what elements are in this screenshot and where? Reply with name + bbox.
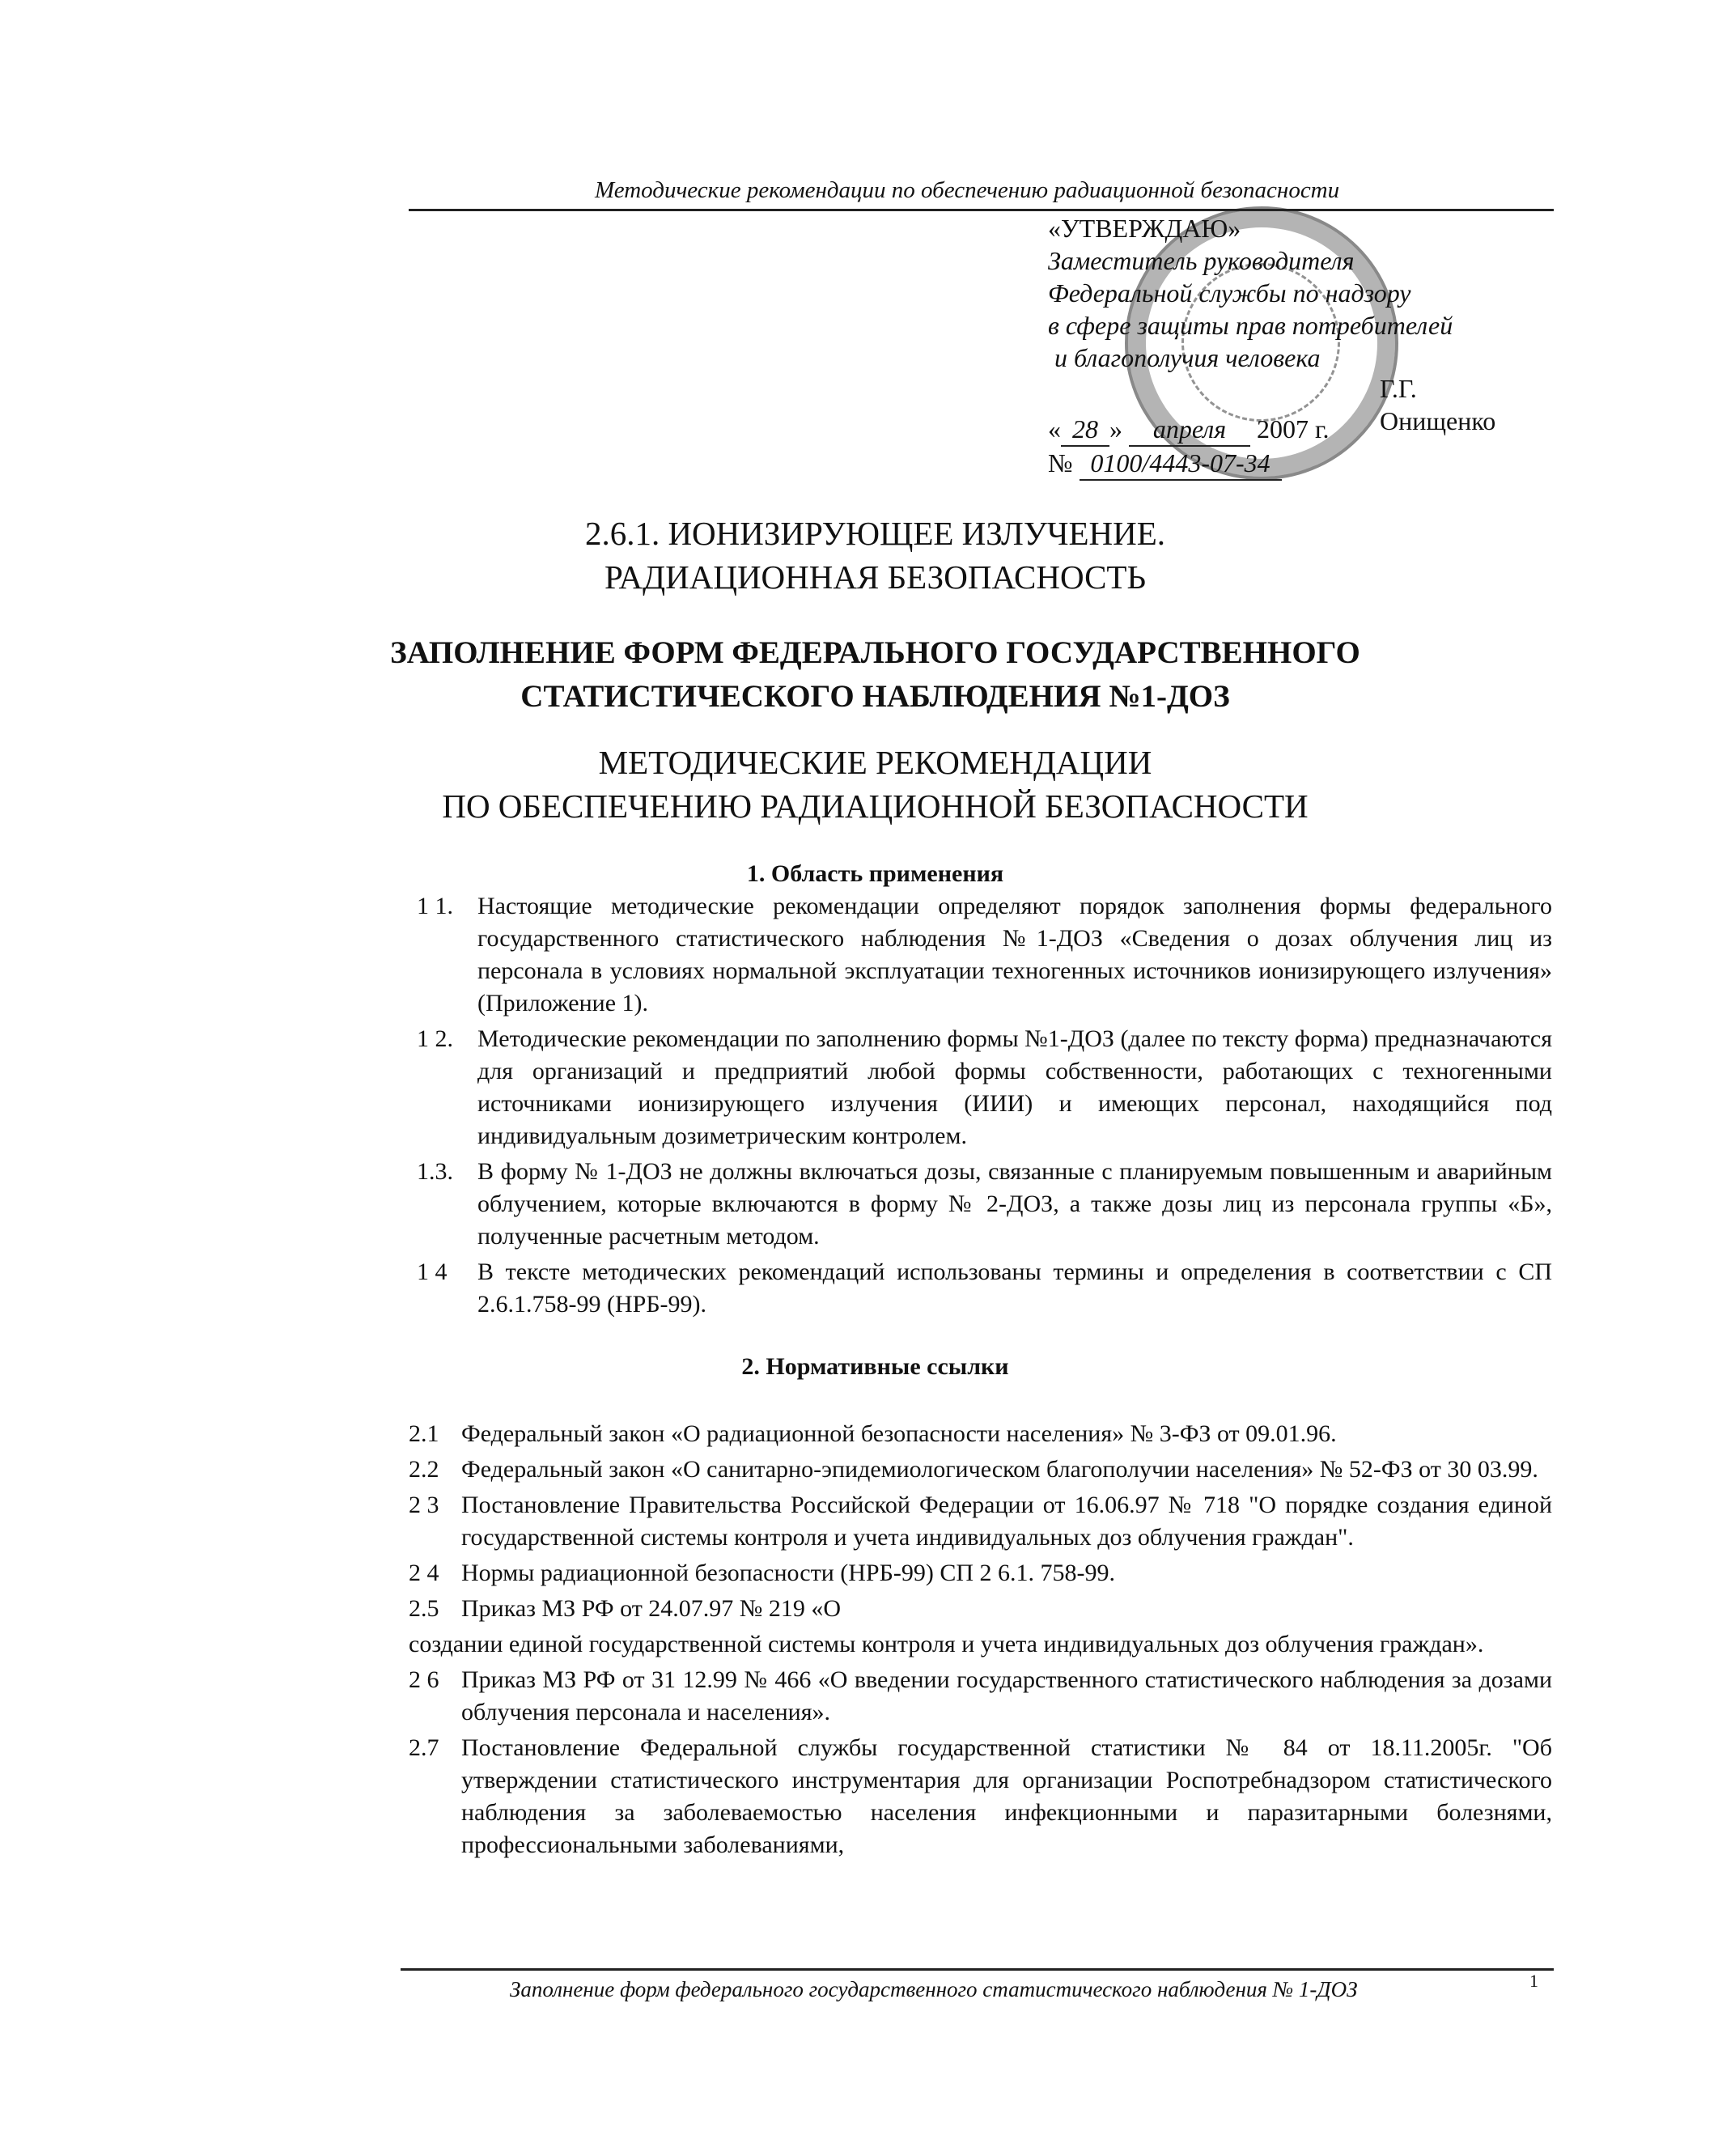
footer-text: Заполнение форм федерального государственного статистического наблюдения № 1-ДОЗ [510, 1977, 1358, 2001]
item-text: создании единой государственной системы контроля и учета индивидуальных доз облучения граждан». [409, 1631, 1484, 1657]
section2-item [409, 1557, 1552, 1589]
section1-item [417, 890, 1552, 1020]
date-year: 2007 г. [1257, 414, 1330, 444]
item-text: Приказ МЗ РФ от 31 12.99 № 466 «О введении государственного статистического наблюдения за дозами облучения персонала и населения». [461, 1666, 1552, 1725]
approval-line-4: в сфере защиты прав потребителей [1048, 311, 1453, 340]
item-text: Приказ МЗ РФ от 24.07.97 № 219 «О [461, 1595, 842, 1622]
approval-line-1: «УТВЕРЖДАЮ» [1048, 214, 1241, 243]
item-text: В тексте методических рекомендаций использованы термины и определения в соответствии с СП 2.6.1.758-99 (НРБ-99). [477, 1258, 1552, 1318]
approval-line-5: и благополучия человека [1054, 343, 1321, 372]
item-number: 2.7 [409, 1734, 439, 1761]
approval-signer: Г.Г. Онищенко [1380, 374, 1496, 435]
item-number: 1 4 [417, 1258, 448, 1285]
item-number: 2 3 [409, 1492, 439, 1518]
number-prefix: № [1048, 448, 1073, 477]
section2-item [409, 1454, 1552, 1486]
doc-main-title [0, 631, 1718, 719]
date-mid: » [1109, 414, 1122, 444]
page-number: 1 [1529, 1971, 1538, 1991]
section1-item [417, 1256, 1552, 1321]
section2-heading: 2. Нормативные ссылки [741, 1353, 1009, 1380]
number-value: 0100/4443-07-34 [1080, 447, 1282, 481]
item-text: Федеральный закон «О санитарно-эпидемиологическом благополучии населения» № 52-ФЗ от 30 03.99. [461, 1456, 1538, 1483]
item-number: 2 6 [409, 1666, 439, 1693]
section2-item-continuation [409, 1628, 1552, 1661]
section1-item [417, 1156, 1552, 1253]
date-prefix: « [1048, 414, 1061, 444]
title2-line1: ЗАПОЛНЕНИЕ ФОРМ ФЕДЕРАЛЬНОГО ГОСУДАРСТВЕННОГО [390, 635, 1360, 670]
title2-line2: СТАТИСТИЧЕСКОГО НАБЛЮДЕНИЯ №1-ДОЗ [520, 679, 1230, 714]
item-number: 1 1. [417, 893, 453, 919]
section2-list [409, 1418, 1552, 1865]
approval-date [1048, 413, 1330, 447]
title3-line2: ПО ОБЕСПЕЧЕНИЮ РАДИАЦИОННОЙ БЕЗОПАСНОСТИ [442, 787, 1309, 825]
item-text: Нормы радиационной безопасности (НРБ-99) СП 2 6.1. 758-99. [461, 1560, 1115, 1586]
approval-number [1048, 447, 1282, 481]
item-text: Настоящие методические рекомендации определяют порядок заполнения формы федерального государственного статистического наблюдения №1-ДОЗ «Сведения о дозах облучения лиц из персонала в условиях нормальной эксплуатации техногенных источников ионизирующего излучения» (Приложение 1). [477, 893, 1552, 1016]
section2-item [409, 1732, 1552, 1861]
title1-line2: РАДИАЦИОННАЯ БЕЗОПАСНОСТЬ [604, 558, 1146, 596]
item-number: 1 2. [417, 1025, 453, 1052]
item-number: 2.1 [409, 1420, 439, 1447]
approval-line-3: Федеральной службы по надзору [1048, 278, 1411, 308]
section1-heading: 1. Область применения [746, 860, 1004, 887]
item-text: Федеральный закон «О радиационной безопасности населения» № 3-ФЗ от 09.01.96. [461, 1420, 1337, 1447]
item-text: Методические рекомендации по заполнению формы №1-ДОЗ (далее по тексту форма) предназначаются для организаций и предприятий любой формы собственности, работающих с техногенными источниками ионизирующего излучения (ИИИ) и имеющих персонал, находящийся под индивидуальным дозиметрическим контролем. [477, 1025, 1552, 1149]
item-text: Постановление Правительства Российской Федерации от 16.06.97 № 718 "О порядке создания единой государственной системы контроля и учета индивидуальных доз облучения граждан". [461, 1492, 1552, 1551]
section1-list [417, 890, 1552, 1324]
item-text: Постановление Федеральной службы государственной статистики № 84 от 18.11.2005г. "Об утверждении статистического инструментария для организации Роспотребнадзором статистического наблюдения за заболеваемостью населения инфекционными и паразитарными болезнями, профессиональными заболеваниями, [461, 1734, 1552, 1858]
approval-line-2: Заместитель руководителя [1048, 246, 1355, 275]
item-number: 2.5 [409, 1595, 439, 1622]
date-day: 28 [1061, 413, 1109, 447]
doc-classification-title [0, 511, 1718, 599]
item-number: 2.2 [409, 1456, 439, 1483]
date-month: апреля [1129, 413, 1250, 447]
title3-line1: МЕТОДИЧЕСКИЕ РЕКОМЕНДАЦИИ [598, 744, 1152, 781]
section1-item [417, 1023, 1552, 1152]
section2-item [409, 1418, 1552, 1450]
section2-item [409, 1664, 1552, 1729]
doc-subtitle [0, 741, 1718, 828]
title1-line1: 2.6.1. ИОНИЗИРУЮЩЕЕ ИЗЛУЧЕНИЕ. [584, 515, 1166, 552]
item-text: В форму № 1-ДОЗ не должны включаться дозы, связанные с планируемым повышенным и аварийным облучением, которые включаются в форму № 2-ДОЗ, а также дозы лиц из персонала группы «Б», полученные расчетным методом. [477, 1158, 1552, 1250]
section2-item [409, 1489, 1552, 1554]
item-number: 1.3. [417, 1158, 453, 1185]
running-header [409, 176, 1554, 211]
item-number: 2 4 [409, 1560, 439, 1586]
running-header-text: Методические рекомендации по обеспечению радиационной безопасности [595, 177, 1340, 203]
page-footer [401, 1968, 1554, 2001]
section2-item [409, 1593, 1552, 1625]
approval-block [1048, 212, 1501, 477]
